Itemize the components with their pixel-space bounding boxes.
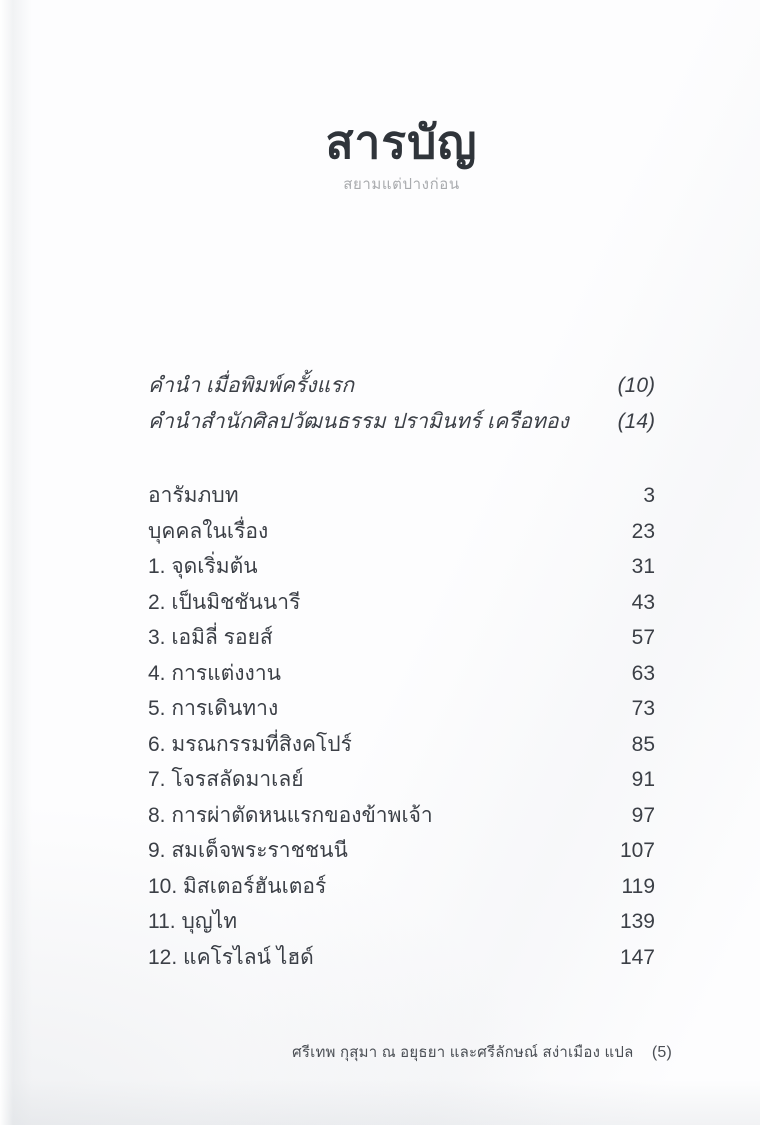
- toc-entry-title: คำนำสำนักศิลปวัฒนธรรม ปรามินทร์ เครือทอง: [148, 409, 569, 433]
- toc-entry-row: [148, 833, 655, 869]
- toc-entry-page-number: 91: [631, 768, 655, 791]
- toc-entry-title: 8. การผ่าตัดหนแรกของข้าพเจ้า: [148, 803, 433, 827]
- page-title: สารบัญ: [325, 116, 478, 168]
- toc-entry-row: [148, 549, 655, 585]
- toc-entry-page-number: 85: [631, 732, 655, 756]
- translator-credit: ศรีเทพ กุสุมา ณ อยุธยา และศรีลักษณ์ สง่าเมือง แปล: [292, 1044, 634, 1061]
- toc-entry-title: 9. สมเด็จพระราชชนนี: [148, 839, 348, 862]
- toc-entry-title: 12. แคโรไลน์ ไฮด์: [148, 945, 314, 969]
- toc-entry-title: 2. เป็นมิชชันนารี: [148, 590, 301, 614]
- toc-entry-row: [148, 869, 655, 905]
- toc-entry-page-number: 107: [619, 839, 655, 862]
- toc-entry-row: [148, 656, 655, 692]
- toc-header: [148, 116, 655, 196]
- toc-entry-page-number: 31: [631, 555, 655, 578]
- toc-entries-list: [148, 478, 655, 975]
- toc-entry-title: บุคคลในเรื่อง: [148, 519, 269, 543]
- toc-entry-row: [148, 798, 655, 834]
- preface-entries-list: [148, 368, 655, 439]
- toc-entry-row: [148, 940, 655, 976]
- page-footer: [148, 1040, 672, 1064]
- toc-entry-page-number: 119: [621, 874, 655, 898]
- toc-entry-row: [148, 620, 655, 656]
- toc-entry-row: [148, 404, 655, 440]
- toc-entry-title: 1. จุดเริ่มต้น: [148, 555, 258, 578]
- toc-entry-page-number: 3: [643, 484, 655, 507]
- toc-entry-row: [148, 762, 655, 798]
- toc-entry-page-number: (14): [617, 409, 655, 433]
- toc-entry-page-number: 43: [631, 590, 655, 614]
- toc-entry-title: 10. มิสเตอร์ฮันเตอร์: [148, 874, 327, 898]
- toc-entry-title: 5. การเดินทาง: [148, 697, 279, 720]
- toc-entry-page-number: 147: [619, 945, 655, 969]
- toc-entry-page-number: 63: [631, 661, 655, 685]
- toc-entry-row: [148, 691, 655, 727]
- toc-entry-page-number: 57: [631, 626, 655, 649]
- toc-entry-row: [148, 904, 655, 940]
- toc-entry-title: 7. โจรสลัดมาเลย์: [148, 768, 304, 791]
- toc-entry-title: อารัมภบท: [148, 484, 239, 507]
- toc-entry-row: [148, 585, 655, 621]
- toc-entry-page-number: 139: [619, 910, 655, 933]
- toc-entry-row: [148, 478, 655, 514]
- toc-entry-page-number: 23: [631, 519, 655, 543]
- toc-entry-title: 3. เอมิลี่ รอยส์: [148, 626, 273, 649]
- toc-entry-title: 6. มรณกรรมที่สิงคโปร์: [148, 732, 352, 756]
- folio-number: (5): [651, 1044, 672, 1061]
- toc-entry-row: [148, 514, 655, 550]
- toc-entry-page-number: 97: [631, 803, 655, 827]
- toc-entry-row: [148, 727, 655, 763]
- toc-entry-page-number: 73: [631, 697, 655, 720]
- toc-entry-page-number: (10): [617, 374, 655, 397]
- book-title-subtitle: สยามแต่ปางก่อน: [343, 175, 460, 193]
- toc-entry-title: 4. การแต่งงาน: [148, 661, 281, 685]
- toc-entry-title: คำนำ เมื่อพิมพ์ครั้งแรก: [148, 374, 355, 397]
- toc-entry-title: 11. บุญไท: [148, 910, 238, 933]
- toc-entry-row: [148, 368, 655, 404]
